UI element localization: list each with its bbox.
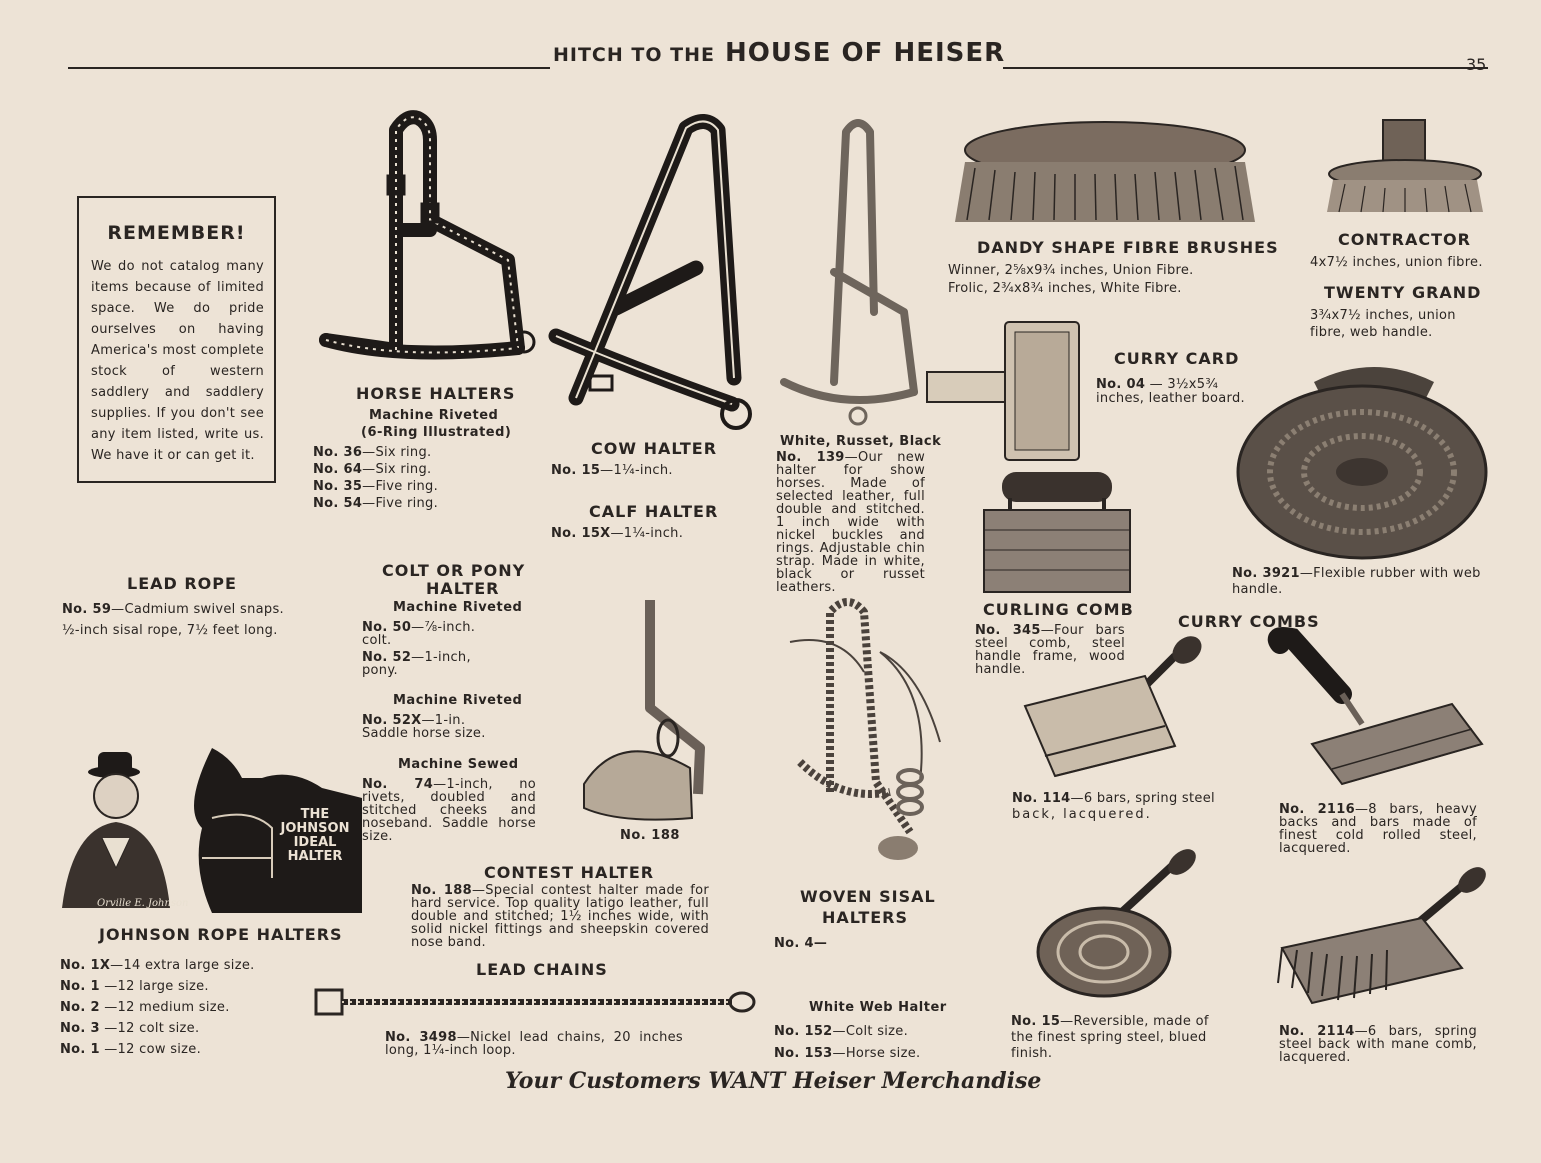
johnson-badge-line2: JOHNSON	[280, 821, 350, 836]
remember-body: We do not catalog many items because of limited space. We do pride ourselves on having America's most complete stock of western saddlery and saddlery supplies. If you don't see any item listed, write us. We have it or can get it.	[91, 259, 264, 463]
curry-card-title: CURRY CARD	[1114, 349, 1240, 368]
white-web-item	[774, 1046, 920, 1061]
item-number: No. 15	[1011, 1014, 1061, 1029]
curry-card-line1	[1096, 377, 1218, 392]
item-description: —Colt size.	[832, 1024, 909, 1039]
masthead	[553, 38, 1006, 72]
item-number: No. 1X	[60, 958, 111, 973]
cow-halter-illustration	[546, 108, 756, 438]
horse-halters-subtitle1: Machine Riveted	[369, 408, 499, 423]
white-web-title: White Web Halter	[809, 1000, 947, 1015]
curry-combs-title: CURRY COMBS	[1178, 612, 1320, 631]
item-number: No. 1	[60, 979, 100, 994]
masthead-part1: HITCH TO THE	[553, 44, 715, 66]
item-description: —12 medium size.	[99, 1000, 230, 1015]
colt-pony-item4	[362, 778, 536, 843]
calf-halter-item	[551, 526, 683, 541]
cow-halter-title: COW HALTER	[591, 439, 718, 458]
svg-text:Orville E. Johnson: Orville E. Johnson	[97, 898, 189, 909]
colt-pony-item2-line2: pony.	[362, 663, 398, 678]
item-description: — 3½x5¾	[1145, 377, 1219, 392]
curling-comb-description	[975, 624, 1125, 676]
horse-halters-subtitle2: (6-Ring Illustrated)	[361, 425, 512, 440]
item-number: No. 4—	[774, 936, 828, 951]
item-number: No. 188	[411, 883, 472, 898]
woven-sisal-title2: HALTERS	[822, 908, 909, 927]
rubber-curry-line2: handle.	[1232, 582, 1283, 597]
item-description: —12 cow size.	[99, 1042, 202, 1057]
colt-pony-subtitle3: Machine Sewed	[398, 757, 519, 772]
item-description: —Four bars steel comb, steel handle frame, wood handle.	[975, 623, 1125, 677]
item-description: —1-in.	[421, 713, 466, 728]
curry-card-illustration	[925, 320, 1085, 465]
dandy-brushes-line2: Frolic, 2¾x8¾ inches, White Fibre.	[948, 281, 1182, 296]
item-number: No. 04	[1096, 377, 1146, 392]
horse-halter-item	[313, 496, 438, 511]
item-number: No. 2	[60, 1000, 100, 1015]
show-halter-description	[776, 451, 925, 594]
colt-pony-item1-line2: colt.	[362, 633, 392, 648]
lead-rope-line1	[62, 602, 284, 617]
item-number: No. 35	[313, 479, 363, 494]
item-description: —1¼-inch.	[600, 463, 673, 478]
item-description: —Six ring.	[362, 462, 432, 477]
colt-pony-subtitle2: Machine Riveted	[393, 693, 523, 708]
johnson-item	[60, 1000, 230, 1015]
horse-halter-illustration	[318, 110, 538, 380]
footer-tagline: Your Customers WANT Heiser Merchandise	[505, 1068, 1042, 1094]
show-halter-title: White, Russet, Black	[780, 434, 942, 449]
lead-rope-line2: ½-inch sisal rope, 7½ feet long.	[62, 623, 278, 638]
item-description: —Reversible, made of	[1060, 1014, 1209, 1029]
item-description: —1-inch, no rivets, doubled and stitched cheeks and noseband. Saddle horse size.	[362, 777, 536, 844]
johnson-badge-line4: HALTER	[287, 849, 343, 864]
johnson-item	[60, 958, 255, 973]
remember-box	[77, 196, 276, 483]
johnson-badge	[273, 808, 357, 864]
colt-pony-title2: HALTER	[426, 579, 500, 598]
horse-halter-item	[313, 445, 431, 460]
item-number: No. 52	[362, 650, 412, 665]
johnson-item	[60, 1021, 199, 1036]
item-number: No. 152	[774, 1024, 833, 1039]
item-description: —12 large size.	[99, 979, 209, 994]
contractor-brush-illustration	[1325, 118, 1485, 218]
item-number: No. 3	[60, 1021, 100, 1036]
comb-15-line1	[1011, 1014, 1209, 1029]
item-number: No. 2114	[1279, 1024, 1355, 1039]
contest-halter-title: CONTEST HALTER	[484, 863, 655, 882]
dandy-brushes-line1: Winner, 2⅝x9¾ inches, Union Fibre.	[948, 263, 1194, 278]
dandy-brushes-title: DANDY SHAPE FIBRE BRUSHES	[977, 238, 1279, 257]
item-description: —6 bars, spring steel back with mane comb, lacquered.	[1279, 1024, 1477, 1065]
curry-card-line2: inches, leather board.	[1096, 391, 1245, 406]
curry-comb-15-illustration	[1032, 852, 1207, 1002]
cow-halter-item	[551, 463, 673, 478]
item-number: No. 52X	[362, 713, 422, 728]
colt-pony-subtitle: Machine Riveted	[393, 600, 523, 615]
comb-114-line2: back, lacquered.	[1012, 807, 1152, 822]
johnson-title: JOHNSON ROPE HALTERS	[99, 925, 343, 944]
colt-pony-item3-line2: Saddle horse size.	[362, 726, 486, 741]
comb-15-line3: finish.	[1011, 1046, 1053, 1061]
item-number: No. 3498	[385, 1030, 457, 1045]
show-halter-illustration	[774, 112, 934, 432]
dandy-brush-illustration	[955, 112, 1255, 232]
item-description: —Horse size.	[832, 1046, 921, 1061]
item-description: —Our new halter for show horses. Made of selected leather, full double and stitched. 1 inch wide with nickel buckles and rings. Adjustable chin strap. Made in white, black or russet leathers.	[776, 450, 926, 595]
item-number: No. 3921	[1232, 566, 1300, 581]
item-number: No. 15	[551, 463, 601, 478]
horse-halter-item	[313, 479, 438, 494]
contest-halter-illustration	[580, 598, 720, 823]
lead-chains-title: LEAD CHAINS	[476, 960, 608, 979]
item-number: No. 15X	[551, 526, 611, 541]
twenty-grand-line1: 3¾x7½ inches, union	[1310, 308, 1456, 323]
contractor-line1: 4x7½ inches, union fibre.	[1310, 255, 1483, 270]
item-number: No. 1	[60, 1042, 100, 1057]
item-description: —Nickel lead chains, 20 inches long, 1¼-inch loop.	[385, 1030, 683, 1058]
comb-2116-description	[1279, 803, 1477, 855]
item-number: No. 54	[313, 496, 363, 511]
item-description: —Cadmium swivel snaps.	[111, 602, 284, 617]
twenty-grand-line2: fibre, web handle.	[1310, 325, 1433, 340]
item-number: No. 59	[62, 602, 112, 617]
comb-2114-description	[1279, 1025, 1477, 1064]
johnson-item	[60, 979, 209, 994]
curry-comb-2116-illustration	[1272, 634, 1487, 794]
page-number: 35	[1466, 55, 1487, 74]
johnson-item	[60, 1042, 201, 1057]
rubber-curry-line1	[1232, 566, 1481, 581]
item-description: —1¼-inch.	[610, 526, 684, 541]
header-rule-left	[68, 67, 550, 69]
item-description: —8 bars, heavy backs and bars made of finest cold rolled steel, lacquered.	[1279, 802, 1478, 856]
woven-sisal-illustration	[780, 592, 950, 867]
twenty-grand-title: TWENTY GRAND	[1324, 283, 1482, 302]
no-188-label: No. 188	[620, 828, 680, 843]
item-number: No. 114	[1012, 791, 1071, 806]
colt-pony-title1: COLT OR PONY	[382, 561, 526, 580]
item-description: —Special contest halter made for hard service. Top quality latigo leather, full double and stitched; 1½ inches wide, with solid nickel fittings and sheepskin covered nose band.	[411, 883, 709, 950]
lead-chain-illustration	[312, 982, 758, 1022]
lead-rope-title: LEAD ROPE	[127, 574, 237, 593]
masthead-part3: HEISER	[893, 38, 1006, 68]
item-description: —14 extra large size.	[110, 958, 255, 973]
item-description: —6 bars, spring steel	[1070, 791, 1215, 806]
item-number: No. 74	[362, 777, 434, 792]
item-number: No. 345	[975, 623, 1041, 638]
horse-halter-item	[313, 462, 431, 477]
curling-comb-illustration	[980, 470, 1135, 595]
curling-comb-title: CURLING COMB	[983, 600, 1134, 619]
woven-sisal-number	[774, 936, 827, 951]
johnson-badge-line1: THE	[300, 807, 330, 822]
item-number: No. 64	[313, 462, 363, 477]
remember-title: REMEMBER!	[107, 222, 246, 244]
comb-114-line1	[1012, 791, 1215, 806]
item-number: No. 139	[776, 450, 845, 465]
item-number: No. 50	[362, 620, 412, 635]
contractor-title: CONTRACTOR	[1338, 230, 1471, 249]
calf-halter-title: CALF HALTER	[589, 502, 719, 521]
contest-halter-description	[411, 884, 709, 949]
item-description: —Five ring.	[362, 479, 439, 494]
item-number: No. 36	[313, 445, 363, 460]
johnson-badge-line3: IDEAL	[293, 835, 337, 850]
item-description: —1-inch,	[411, 650, 471, 665]
item-number: No. 153	[774, 1046, 833, 1061]
comb-15-line2: the finest spring steel, blued	[1011, 1030, 1207, 1045]
item-description: —Five ring.	[362, 496, 439, 511]
item-description: —Six ring.	[362, 445, 432, 460]
header-rule-right	[1003, 67, 1488, 69]
horse-halters-title: HORSE HALTERS	[356, 384, 516, 403]
item-description: —⅞-inch.	[411, 620, 476, 635]
rubber-curry-illustration	[1234, 352, 1490, 562]
white-web-item	[774, 1024, 908, 1039]
woven-sisal-title1: WOVEN SISAL	[800, 887, 936, 906]
item-number: No. 2116	[1279, 802, 1355, 817]
lead-chains-description	[385, 1031, 683, 1057]
masthead-part2: HOUSE OF	[725, 38, 884, 68]
item-description: —12 colt size.	[99, 1021, 200, 1036]
curry-comb-2114-illustration	[1272, 868, 1487, 1018]
item-description: —Flexible rubber with web	[1299, 566, 1481, 581]
